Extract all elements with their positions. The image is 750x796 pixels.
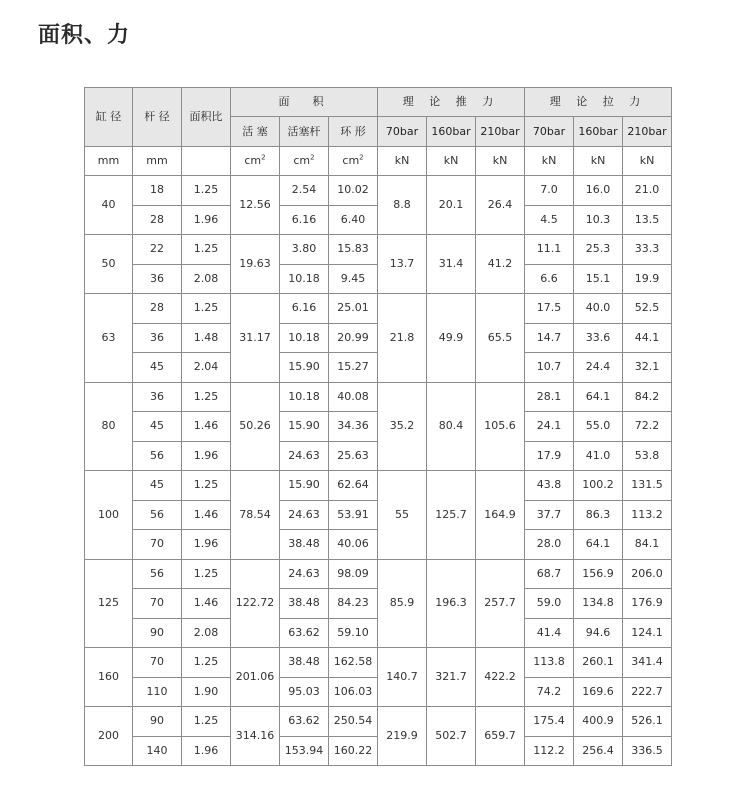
pull-160bar-cell: 33.6 <box>574 323 623 353</box>
pull-210bar-cell: 84.1 <box>623 530 672 560</box>
rod-cell: 56 <box>133 559 182 589</box>
pull-210bar-cell: 13.5 <box>623 205 672 235</box>
area-ratio-cell: 1.25 <box>182 235 231 265</box>
unit-exponent: 2 <box>359 153 364 162</box>
push-160bar-cell: 502.7 <box>427 707 476 766</box>
rod-cell: 70 <box>133 648 182 678</box>
pull-70bar-cell: 113.8 <box>525 648 574 678</box>
pull-160bar-cell: 134.8 <box>574 589 623 619</box>
cylinder-spec-table <box>84 87 672 766</box>
rod-area-cell: 38.48 <box>280 589 329 619</box>
rod-cell: 140 <box>133 736 182 766</box>
pull-70bar-cell: 175.4 <box>525 707 574 737</box>
area-ratio-cell: 2.04 <box>182 353 231 383</box>
pull-160bar-cell: 94.6 <box>574 618 623 648</box>
area-ratio-cell: 1.25 <box>182 559 231 589</box>
pull-160bar-cell: 400.9 <box>574 707 623 737</box>
rod-cell: 36 <box>133 264 182 294</box>
bore-cell: 200 <box>85 707 133 766</box>
pull-210bar-cell: 32.1 <box>623 353 672 383</box>
pull-160bar-cell: 24.4 <box>574 353 623 383</box>
pull-210bar-cell: 53.8 <box>623 441 672 471</box>
table-row <box>85 382 672 412</box>
annulus-area-cell: 40.06 <box>329 530 378 560</box>
annulus-area-cell: 53.91 <box>329 500 378 530</box>
pull-210bar-cell: 176.9 <box>623 589 672 619</box>
push-160bar-cell: 80.4 <box>427 382 476 471</box>
table-row <box>85 471 672 501</box>
pull-70bar-cell: 74.2 <box>525 677 574 707</box>
area-ratio-cell: 1.25 <box>182 176 231 206</box>
pull-70bar-cell: 28.1 <box>525 382 574 412</box>
rod-area-cell: 6.16 <box>280 294 329 324</box>
unit-cell: kN <box>623 147 672 176</box>
unit-cell: mm <box>85 147 133 176</box>
bore-cell: 40 <box>85 176 133 235</box>
pull-160bar-cell: 86.3 <box>574 500 623 530</box>
table-row <box>85 707 672 737</box>
push-70bar-cell: 140.7 <box>378 648 427 707</box>
area-ratio-cell: 1.48 <box>182 323 231 353</box>
bore-cell: 50 <box>85 235 133 294</box>
area-ratio-cell: 1.25 <box>182 294 231 324</box>
header-push-70bar: 70bar <box>378 117 427 147</box>
push-70bar-cell: 35.2 <box>378 382 427 471</box>
pull-70bar-cell: 7.0 <box>525 176 574 206</box>
annulus-area-cell: 62.64 <box>329 471 378 501</box>
pull-210bar-cell: 33.3 <box>623 235 672 265</box>
unit-exponent: 2 <box>310 153 315 162</box>
pull-210bar-cell: 336.5 <box>623 736 672 766</box>
push-70bar-cell: 21.8 <box>378 294 427 383</box>
unit-base: cm <box>244 154 262 167</box>
annulus-area-cell: 34.36 <box>329 412 378 442</box>
pull-70bar-cell: 11.1 <box>525 235 574 265</box>
piston-area-cell: 31.17 <box>231 294 280 383</box>
rod-area-cell: 63.62 <box>280 707 329 737</box>
unit-cell: kN <box>476 147 525 176</box>
push-210bar-cell: 422.2 <box>476 648 525 707</box>
pull-210bar-cell: 52.5 <box>623 294 672 324</box>
rod-cell: 18 <box>133 176 182 206</box>
rod-area-cell: 24.63 <box>280 441 329 471</box>
rod-cell: 90 <box>133 618 182 648</box>
annulus-area-cell: 15.83 <box>329 235 378 265</box>
pull-70bar-cell: 28.0 <box>525 530 574 560</box>
rod-area-cell: 10.18 <box>280 382 329 412</box>
annulus-area-cell: 25.63 <box>329 441 378 471</box>
header-pull-210bar: 210bar <box>623 117 672 147</box>
piston-area-cell: 78.54 <box>231 471 280 560</box>
area-ratio-cell: 1.96 <box>182 736 231 766</box>
rod-cell: 28 <box>133 205 182 235</box>
area-ratio-cell: 1.96 <box>182 441 231 471</box>
rod-cell: 56 <box>133 441 182 471</box>
pull-160bar-cell: 10.3 <box>574 205 623 235</box>
rod-area-cell: 95.03 <box>280 677 329 707</box>
pull-210bar-cell: 44.1 <box>623 323 672 353</box>
unit-cell <box>329 147 378 176</box>
push-210bar-cell: 257.7 <box>476 559 525 648</box>
header-area-ratio: 面积比 <box>182 88 231 147</box>
area-ratio-cell: 1.96 <box>182 530 231 560</box>
unit-cell <box>182 147 231 176</box>
push-210bar-cell: 65.5 <box>476 294 525 383</box>
pull-160bar-cell: 260.1 <box>574 648 623 678</box>
pull-160bar-cell: 41.0 <box>574 441 623 471</box>
table-row <box>85 176 672 206</box>
push-70bar-cell: 85.9 <box>378 559 427 648</box>
rod-area-cell: 15.90 <box>280 353 329 383</box>
unit-cell <box>231 147 280 176</box>
push-160bar-cell: 49.9 <box>427 294 476 383</box>
push-70bar-cell: 219.9 <box>378 707 427 766</box>
pull-70bar-cell: 17.5 <box>525 294 574 324</box>
rod-cell: 56 <box>133 500 182 530</box>
pull-160bar-cell: 55.0 <box>574 412 623 442</box>
rod-area-cell: 38.48 <box>280 648 329 678</box>
table-row <box>85 294 672 324</box>
annulus-area-cell: 6.40 <box>329 205 378 235</box>
unit-cell: kN <box>525 147 574 176</box>
pull-70bar-cell: 68.7 <box>525 559 574 589</box>
rod-area-cell: 3.80 <box>280 235 329 265</box>
header-area-piston: 活 塞 <box>231 117 280 147</box>
piston-area-cell: 12.56 <box>231 176 280 235</box>
header-pull-group: 理 论 拉 力 <box>525 88 672 117</box>
pull-160bar-cell: 64.1 <box>574 382 623 412</box>
area-ratio-cell: 2.08 <box>182 618 231 648</box>
push-160bar-cell: 125.7 <box>427 471 476 560</box>
page-title: 面积、力 <box>38 23 131 48</box>
pull-70bar-cell: 43.8 <box>525 471 574 501</box>
push-70bar-cell: 8.8 <box>378 176 427 235</box>
rod-area-cell: 10.18 <box>280 323 329 353</box>
bore-cell: 100 <box>85 471 133 560</box>
rod-area-cell: 24.63 <box>280 559 329 589</box>
pull-210bar-cell: 72.2 <box>623 412 672 442</box>
annulus-area-cell: 106.03 <box>329 677 378 707</box>
pull-160bar-cell: 25.3 <box>574 235 623 265</box>
piston-area-cell: 201.06 <box>231 648 280 707</box>
push-160bar-cell: 20.1 <box>427 176 476 235</box>
rod-cell: 45 <box>133 353 182 383</box>
bore-cell: 63 <box>85 294 133 383</box>
pull-70bar-cell: 41.4 <box>525 618 574 648</box>
rod-cell: 45 <box>133 471 182 501</box>
unit-cell <box>280 147 329 176</box>
header-area-annulus: 环 形 <box>329 117 378 147</box>
unit-cell: mm <box>133 147 182 176</box>
pull-160bar-cell: 156.9 <box>574 559 623 589</box>
pull-160bar-cell: 169.6 <box>574 677 623 707</box>
unit-cell: kN <box>378 147 427 176</box>
header-push-160bar: 160bar <box>427 117 476 147</box>
pull-160bar-cell: 15.1 <box>574 264 623 294</box>
annulus-area-cell: 25.01 <box>329 294 378 324</box>
pull-160bar-cell: 16.0 <box>574 176 623 206</box>
header-area-rod: 活塞杆 <box>280 117 329 147</box>
annulus-area-cell: 160.22 <box>329 736 378 766</box>
push-70bar-cell: 13.7 <box>378 235 427 294</box>
push-210bar-cell: 105.6 <box>476 382 525 471</box>
pull-160bar-cell: 64.1 <box>574 530 623 560</box>
table-row <box>85 648 672 678</box>
unit-base: cm <box>293 154 311 167</box>
annulus-area-cell: 40.08 <box>329 382 378 412</box>
pull-210bar-cell: 84.2 <box>623 382 672 412</box>
pull-210bar-cell: 206.0 <box>623 559 672 589</box>
area-ratio-cell: 1.25 <box>182 471 231 501</box>
pull-70bar-cell: 37.7 <box>525 500 574 530</box>
area-ratio-cell: 1.25 <box>182 382 231 412</box>
pull-210bar-cell: 131.5 <box>623 471 672 501</box>
pull-160bar-cell: 40.0 <box>574 294 623 324</box>
pull-70bar-cell: 14.7 <box>525 323 574 353</box>
rod-area-cell: 24.63 <box>280 500 329 530</box>
rod-cell: 45 <box>133 412 182 442</box>
header-bore: 缸 径 <box>85 88 133 147</box>
rod-cell: 36 <box>133 382 182 412</box>
header-pull-70bar: 70bar <box>525 117 574 147</box>
area-ratio-cell: 1.96 <box>182 205 231 235</box>
rod-area-cell: 15.90 <box>280 412 329 442</box>
pull-210bar-cell: 113.2 <box>623 500 672 530</box>
push-160bar-cell: 321.7 <box>427 648 476 707</box>
piston-area-cell: 122.72 <box>231 559 280 648</box>
rod-area-cell: 6.16 <box>280 205 329 235</box>
pull-210bar-cell: 21.0 <box>623 176 672 206</box>
push-210bar-cell: 164.9 <box>476 471 525 560</box>
header-push-group: 理 论 推 力 <box>378 88 525 117</box>
rod-area-cell: 10.18 <box>280 264 329 294</box>
push-210bar-cell: 41.2 <box>476 235 525 294</box>
annulus-area-cell: 250.54 <box>329 707 378 737</box>
pull-70bar-cell: 6.6 <box>525 264 574 294</box>
bore-cell: 125 <box>85 559 133 648</box>
header-area-group: 面 积 <box>231 88 378 117</box>
rod-cell: 70 <box>133 530 182 560</box>
annulus-area-cell: 162.58 <box>329 648 378 678</box>
annulus-area-cell: 15.27 <box>329 353 378 383</box>
rod-area-cell: 63.62 <box>280 618 329 648</box>
push-70bar-cell: 55 <box>378 471 427 560</box>
rod-cell: 90 <box>133 707 182 737</box>
pull-70bar-cell: 17.9 <box>525 441 574 471</box>
push-210bar-cell: 26.4 <box>476 176 525 235</box>
piston-area-cell: 314.16 <box>231 707 280 766</box>
push-210bar-cell: 659.7 <box>476 707 525 766</box>
header-pull-160bar: 160bar <box>574 117 623 147</box>
unit-exponent: 2 <box>261 153 266 162</box>
pull-210bar-cell: 341.4 <box>623 648 672 678</box>
pull-160bar-cell: 256.4 <box>574 736 623 766</box>
push-160bar-cell: 196.3 <box>427 559 476 648</box>
table-row <box>85 235 672 265</box>
unit-cell: kN <box>574 147 623 176</box>
piston-area-cell: 19.63 <box>231 235 280 294</box>
rod-cell: 70 <box>133 589 182 619</box>
piston-area-cell: 50.26 <box>231 382 280 471</box>
bore-cell: 160 <box>85 648 133 707</box>
annulus-area-cell: 98.09 <box>329 559 378 589</box>
unit-base: cm <box>342 154 360 167</box>
rod-area-cell: 15.90 <box>280 471 329 501</box>
rod-cell: 36 <box>133 323 182 353</box>
rod-cell: 110 <box>133 677 182 707</box>
rod-cell: 22 <box>133 235 182 265</box>
table-body <box>85 176 672 766</box>
rod-area-cell: 38.48 <box>280 530 329 560</box>
pull-210bar-cell: 222.7 <box>623 677 672 707</box>
pull-70bar-cell: 24.1 <box>525 412 574 442</box>
annulus-area-cell: 59.10 <box>329 618 378 648</box>
bore-cell: 80 <box>85 382 133 471</box>
units-row <box>85 147 672 176</box>
pull-210bar-cell: 526.1 <box>623 707 672 737</box>
area-ratio-cell: 1.25 <box>182 648 231 678</box>
area-ratio-cell: 1.46 <box>182 500 231 530</box>
push-160bar-cell: 31.4 <box>427 235 476 294</box>
annulus-area-cell: 10.02 <box>329 176 378 206</box>
rod-cell: 28 <box>133 294 182 324</box>
area-ratio-cell: 1.46 <box>182 412 231 442</box>
pull-70bar-cell: 112.2 <box>525 736 574 766</box>
annulus-area-cell: 84.23 <box>329 589 378 619</box>
area-ratio-cell: 1.90 <box>182 677 231 707</box>
annulus-area-cell: 9.45 <box>329 264 378 294</box>
pull-210bar-cell: 19.9 <box>623 264 672 294</box>
header-push-210bar: 210bar <box>476 117 525 147</box>
rod-area-cell: 2.54 <box>280 176 329 206</box>
unit-cell: kN <box>427 147 476 176</box>
area-ratio-cell: 1.25 <box>182 707 231 737</box>
area-ratio-cell: 1.46 <box>182 589 231 619</box>
pull-210bar-cell: 124.1 <box>623 618 672 648</box>
pull-160bar-cell: 100.2 <box>574 471 623 501</box>
pull-70bar-cell: 10.7 <box>525 353 574 383</box>
pull-70bar-cell: 4.5 <box>525 205 574 235</box>
area-ratio-cell: 2.08 <box>182 264 231 294</box>
annulus-area-cell: 20.99 <box>329 323 378 353</box>
table-row <box>85 559 672 589</box>
rod-area-cell: 153.94 <box>280 736 329 766</box>
header-rod: 杆 径 <box>133 88 182 147</box>
pull-70bar-cell: 59.0 <box>525 589 574 619</box>
